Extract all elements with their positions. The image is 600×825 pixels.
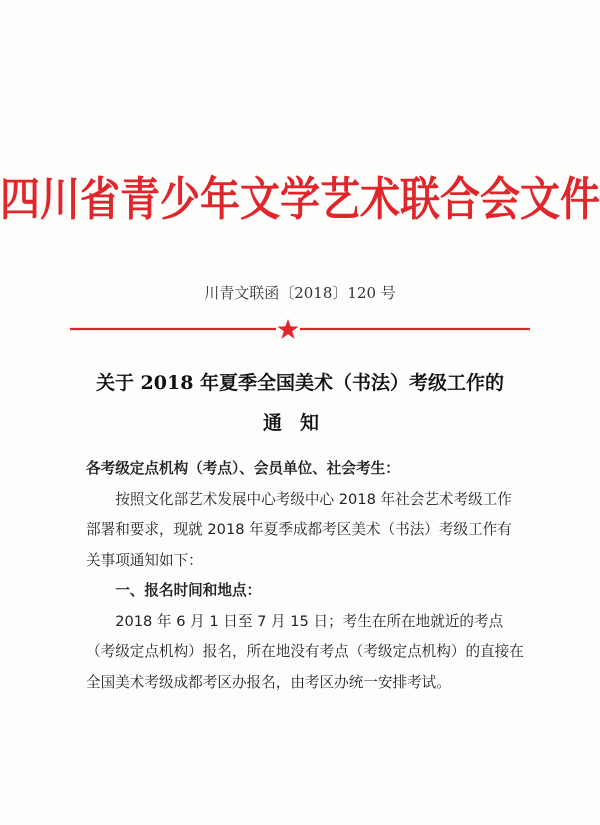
issuing-organization-title: 四川省青少年文学艺术联合会文件 <box>0 172 600 227</box>
addressee: 各考级定点机构（考点）、会员单位、社会考生： <box>86 460 400 477</box>
star-icon <box>278 319 299 339</box>
document-number: 川青文联函〔2018〕120 号 <box>204 284 396 302</box>
intro-paragraph: 按照文化部艺术发展中心考级中心 2018 年社会艺术考级工作部署和要求，现就 2018 年夏季成都考区美术（书法）考级工作有关事项通知如下： <box>86 490 512 569</box>
notice-title-line2: 通知 <box>262 412 337 434</box>
registration-paragraph: 2018 年 6 月 1 日至 7 月 15 日；考生在所在地就近的考点（考级定点机构）报名，所在地没有考点（考级定点机构）的直接在全国美术考级成都考区办报名，由考区办统一安排考试。 <box>86 612 524 691</box>
red-divider <box>70 317 530 341</box>
notice-title-line1: 关于 2018 年夏季全国美术（书法）考级工作的 <box>95 372 505 394</box>
notice-title <box>0 363 600 443</box>
notice-body <box>86 454 526 698</box>
section-heading-registration: 一、报名时间和地点： <box>115 582 262 599</box>
